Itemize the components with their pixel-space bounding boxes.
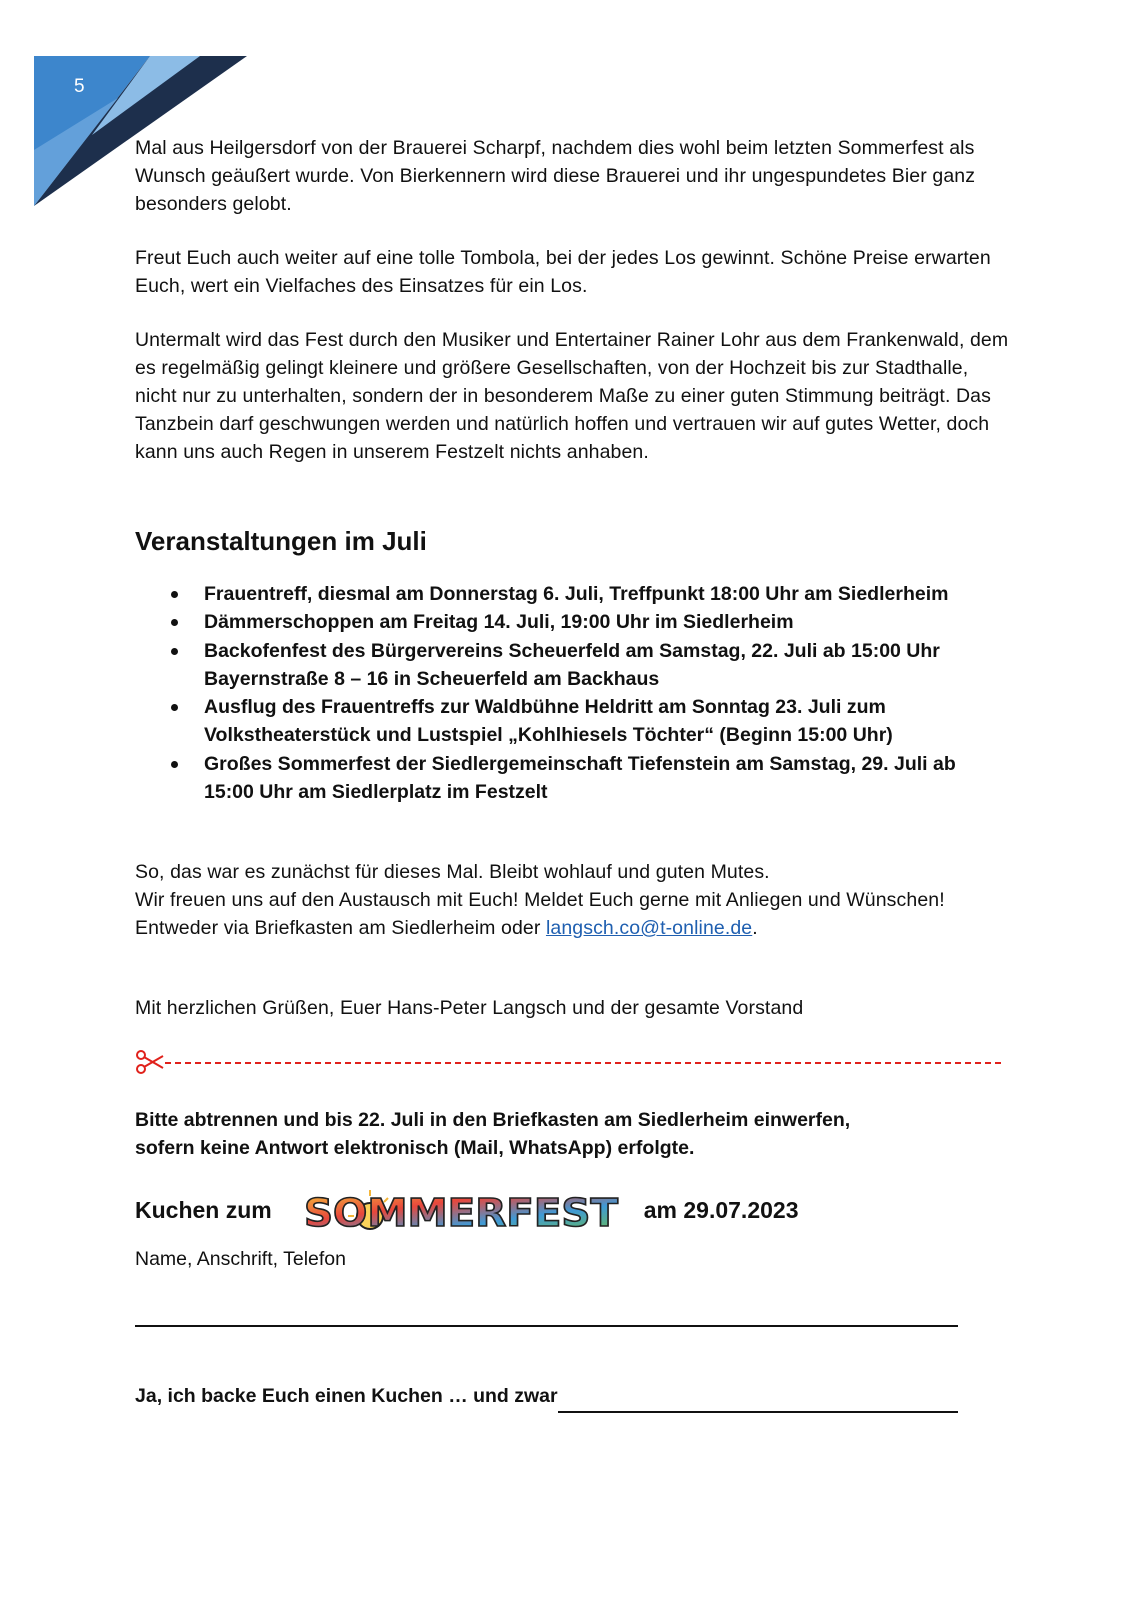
list-item: Großes Sommerfest der Siedlergemeinschaft Tiefenstein am Samstag, 29. Juli ab 15:00 Uhr am Siedlerplatz im Festzelt [135, 750, 995, 807]
list-item: Dämmerschoppen am Freitag 14. Juli, 19:00 Uhr im Siedlerheim [135, 608, 995, 636]
scissors-icon [135, 1049, 165, 1075]
name-address-label: Name, Anschrift, Telefon [135, 1248, 346, 1270]
page-number: 5 [74, 76, 85, 97]
cut-dash-line [165, 1062, 1001, 1064]
kuchen-label: Kuchen zum [135, 1196, 272, 1223]
events-heading: Veranstaltungen im Juli [135, 526, 427, 556]
paragraph-music: Untermalt wird das Fest durch den Musiker und Entertainer Rainer Lohr aus dem Frankenwald, dem es regelmäßig gelingt kleinere und größere Gesellschaften, von der Hochzeit bis zur Stadthalle, nicht nur zu unterhalten, sondern der in besonderem Maße zu einer guten Stimmung beiträgt. Das Tanzbein darf geschwungen werden und natürlich hoffen und vertrauen wir auf gutes Wetter, doch kann uns auch Regen in unserem Festzelt nichts anhaben. [135, 329, 1009, 463]
list-item: Backofenfest des Bürgervereins Scheuerfeld am Samstag, 22. Juli ab 15:00 Uhr Bayernstraße 8 – 16 in Scheuerfeld am Backhaus [135, 637, 995, 694]
closing-text [135, 858, 1015, 942]
events-list [135, 580, 995, 806]
kuchen-date: am 29.07.2023 [643, 1196, 799, 1223]
list-item: Ausflug des Frauentreffs zur Waldbühne Heldritt am Sonntag 23. Juli zum Volkstheaterstück und Lustspiel „Kohlhiesels Töchter“ (Beginn 15:00 Uhr) [135, 693, 995, 750]
sommerfest-logo [300, 1188, 622, 1232]
paragraph-tombola: Freut Euch auch weiter auf eine tolle Tombola, bei der jedes Los gewinnt. Schöne Preise erwarten Euch, wert ein Vielfaches des Einsatzes für ein Los. [135, 247, 991, 297]
closing-line: So, das war es zunächst für dieses Mal. Bleibt wohlauf und guten Mutes. [135, 861, 770, 883]
body-text [135, 134, 1015, 466]
instruction-line: Bitte abtrennen und bis 22. Juli in den Briefkasten am Siedlerheim einwerfen, [135, 1109, 851, 1131]
logo-lettering: SOMMERFEST [303, 1191, 618, 1232]
instruction-line: sofern keine Antwort elektronisch (Mail, WhatsApp) erfolgte. [135, 1137, 695, 1159]
cut-line [135, 1049, 995, 1075]
greeting: Mit herzlichen Grüßen, Euer Hans-Peter Langsch und der gesamte Vorstand [135, 997, 804, 1019]
paragraph-beer: Mal aus Heilgersdorf von der Brauerei Scharpf, nachdem dies wohl beim letzten Sommerfest als Wunsch geäußert wurde. Von Bierkennern wird diese Brauerei und ihr ungespundetes Bier ganz besonders gelobt. [135, 137, 976, 215]
contact-text: Wir freuen uns auf den Austausch mit Euch! Meldet Euch gerne mit Anliegen und Wünschen! Entweder via Briefkasten am Siedlerheim oder [135, 889, 945, 939]
cut-instructions [135, 1106, 1015, 1162]
kuchen-line [135, 1188, 798, 1232]
cake-type-line[interactable] [558, 1411, 958, 1413]
name-address-line[interactable] [135, 1325, 958, 1327]
contact-end: . [752, 917, 758, 939]
list-item: Frauentreff, diesmal am Donnerstag 6. Juli, Treffpunkt 18:00 Uhr am Siedlerheim [135, 580, 995, 608]
email-link[interactable]: langsch.co@t-online.de [545, 917, 753, 939]
contact-line [135, 886, 1015, 942]
backe-label: Ja, ich backe Euch einen Kuchen … und zwar [135, 1385, 558, 1407]
